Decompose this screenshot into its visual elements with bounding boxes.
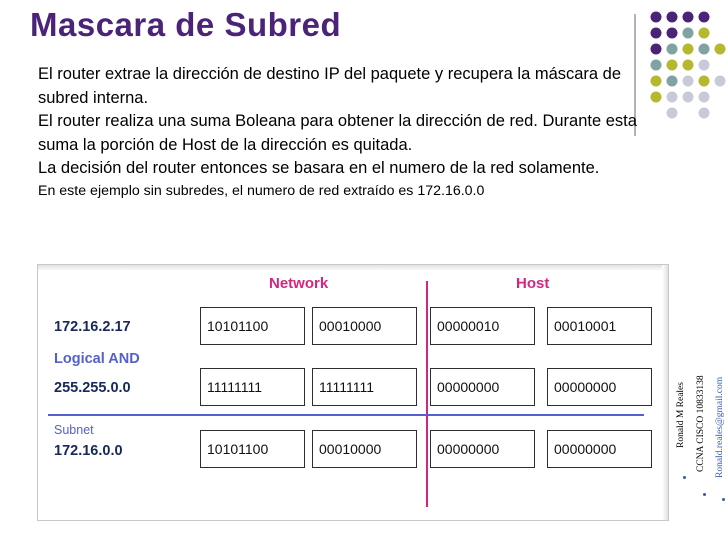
author-name: Ronald M Reales (676, 382, 686, 448)
subnet-octet-3: 00000000 (430, 430, 535, 468)
dot-grid (651, 12, 726, 119)
body-text (38, 63, 638, 202)
logical-and-label: Logical AND (54, 351, 140, 367)
paragraph-boolean-sum: El router realiza una suma Boleana para obtener la dirección de red. Durante esta suma la porción de Host de la dirección es quitada. (38, 112, 637, 154)
ip-octet-3: 00000010 (430, 307, 535, 345)
network-header: Network (269, 275, 329, 292)
mask-octet-2: 11111111 (312, 368, 417, 406)
mask-label: 255.255.0.0 (54, 380, 131, 396)
mask-octet-1: 11111111 (200, 368, 305, 406)
subnet-label: 172.16.0.0 (54, 443, 123, 459)
ip-octet-4: 00010001 (547, 307, 652, 345)
author-credits (640, 300, 728, 500)
paragraph-extract: El router extrae la dirección de destino IP del paquete y recupera la máscara de subred interna. (38, 65, 622, 107)
and-result-divider (48, 414, 644, 416)
ip-octet-2: 00010000 (312, 307, 417, 345)
ip-address-label: 172.16.2.17 (54, 319, 131, 335)
bullet-dot (722, 498, 725, 501)
ip-octet-1: 10101100 (200, 307, 305, 345)
network-host-divider (426, 281, 428, 507)
example-note: En este ejemplo sin subredes, el numero de red extraído es 172.16.0.0 (38, 182, 485, 199)
host-header: Host (516, 275, 550, 292)
author-email: Ronald.reales@gmail.com (715, 376, 725, 478)
mask-octet-3: 00000000 (430, 368, 535, 406)
bullet-dot (683, 476, 686, 479)
mask-octet-4: 00000000 (547, 368, 652, 406)
page-title: Mascara de Subred (30, 6, 342, 43)
subnet-mask-diagram (37, 264, 669, 521)
subnet-octet-1: 10101100 (200, 430, 305, 468)
paragraph-decision: La decisión del router entonces se basara en el numero de la red solamente. (38, 159, 600, 177)
subnet-tag: Subnet (54, 423, 94, 437)
subnet-octet-2: 00010000 (312, 430, 417, 468)
subnet-octet-4: 00000000 (547, 430, 652, 468)
author-certification: CCNA CISCO 10833138 (696, 375, 706, 472)
bullet-dot (703, 493, 706, 496)
